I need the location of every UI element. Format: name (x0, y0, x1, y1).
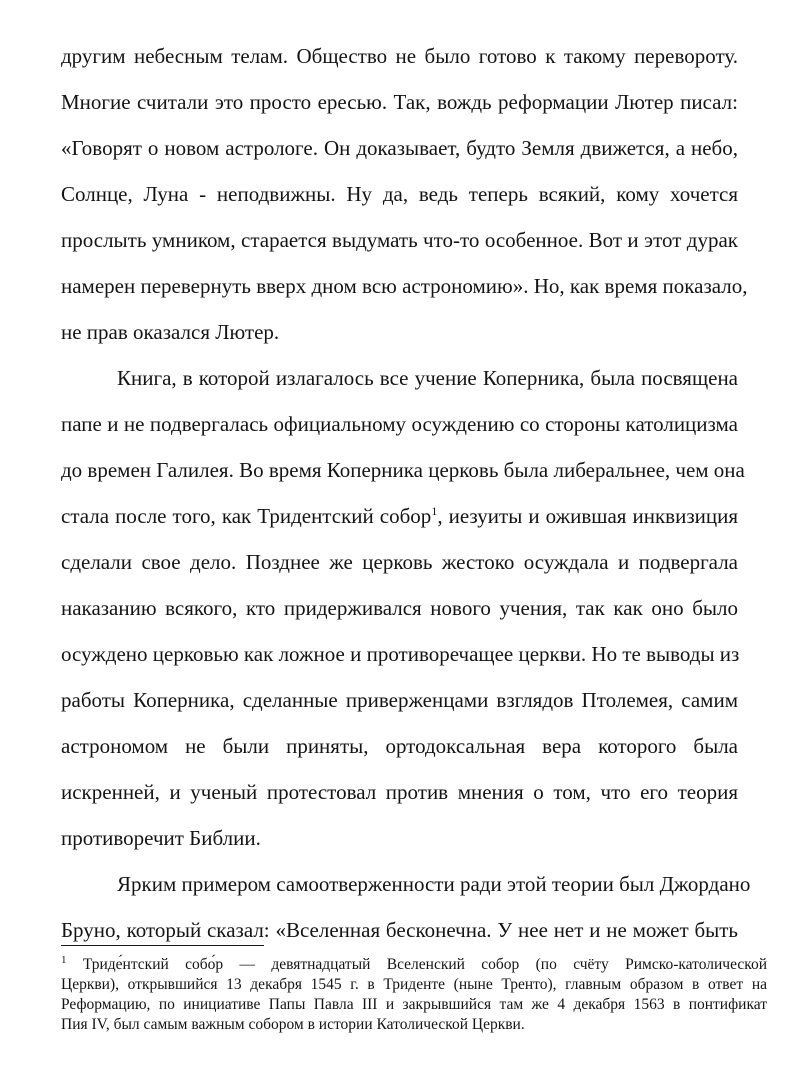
body-line: Солнце, Луна - неподвижны. Ну да, ведь теперь всякий, кому хочется (61, 182, 738, 206)
body-line: другим небесным телам. Общество не было готово к такому перевороту. (61, 44, 738, 68)
body-line: наказанию всякого, кто придерживался нового учения, так как оно было (61, 596, 738, 620)
body-line: осуждено церковью как ложное и противоречащее церкви. Но те выводы из (61, 642, 740, 666)
body-line: прослыть умником, старается выдумать что-то особенное. Вот и этот дурак (61, 228, 738, 252)
footnote-line (61, 955, 767, 975)
body-line: не прав оказался Лютер. (61, 320, 280, 344)
body-line-head: стала после того, как Тридентский собор (61, 504, 432, 528)
footnote-reference[interactable]: 1 (431, 504, 438, 518)
body-line: до времен Галилея. Во время Коперника церковь была либеральнее, чем она (61, 458, 745, 482)
body-line: Многие считали это просто ересью. Так, вождь реформации Лютер писал: (61, 90, 738, 114)
footnote-line: Реформацию, по инициативе Папы Павла III и закрывшийся там же 4 декабря 1563 в понтификат (61, 996, 767, 1013)
body-line: папе и не подвергалась официальному осуждению со стороны католицизма (61, 412, 738, 436)
body-line: «Говорят о новом астрологе. Он доказывает, будто Земля движется, а небо, (61, 136, 738, 160)
body-line: Книга, в которой излагалось все учение Коперника, была посвящена (117, 366, 738, 390)
body-line-with-footnote-ref (61, 503, 738, 529)
body-line: противоречит Библии. (61, 826, 261, 850)
body-line: Ярким примером самоотверженности ради этой теории был Джордано (117, 872, 751, 896)
footnote-line: Пия IV, был самым важным собором в истории Католической Церкви. (61, 1016, 525, 1033)
body-line: Бруно, который сказал: «Вселенная бесконечна. У нее нет и не может быть (61, 918, 738, 942)
footnote-text: Триде́нтский собо́р — девятнадцатый Вселенский собор (по счёту Римско-католической (66, 956, 767, 973)
body-line: сделали свое дело. Позднее же церковь жестоко осуждала и подвергала (61, 550, 738, 574)
footnote-mark: 1 (61, 953, 67, 966)
footnote-separator (61, 945, 264, 946)
body-line: работы Коперника, сделанные приверженцами взглядов Птолемея, самим (61, 688, 738, 712)
body-line-tail: , иезуиты и ожившая инквизиция (437, 504, 738, 528)
body-line: искренней, и ученый протестовал против мнения о том, что его теория (61, 780, 738, 804)
footnote-line: Церкви), открывшийся 13 декабря 1545 г. в Триденте (ныне Тренто), главным образом в ответ на (61, 976, 767, 993)
body-line: астрономом не были приняты, ортодоксальная вера которого была (61, 734, 738, 758)
body-line: намерен перевернуть вверх дном всю астрономию». Но, как время показало, (61, 274, 748, 298)
